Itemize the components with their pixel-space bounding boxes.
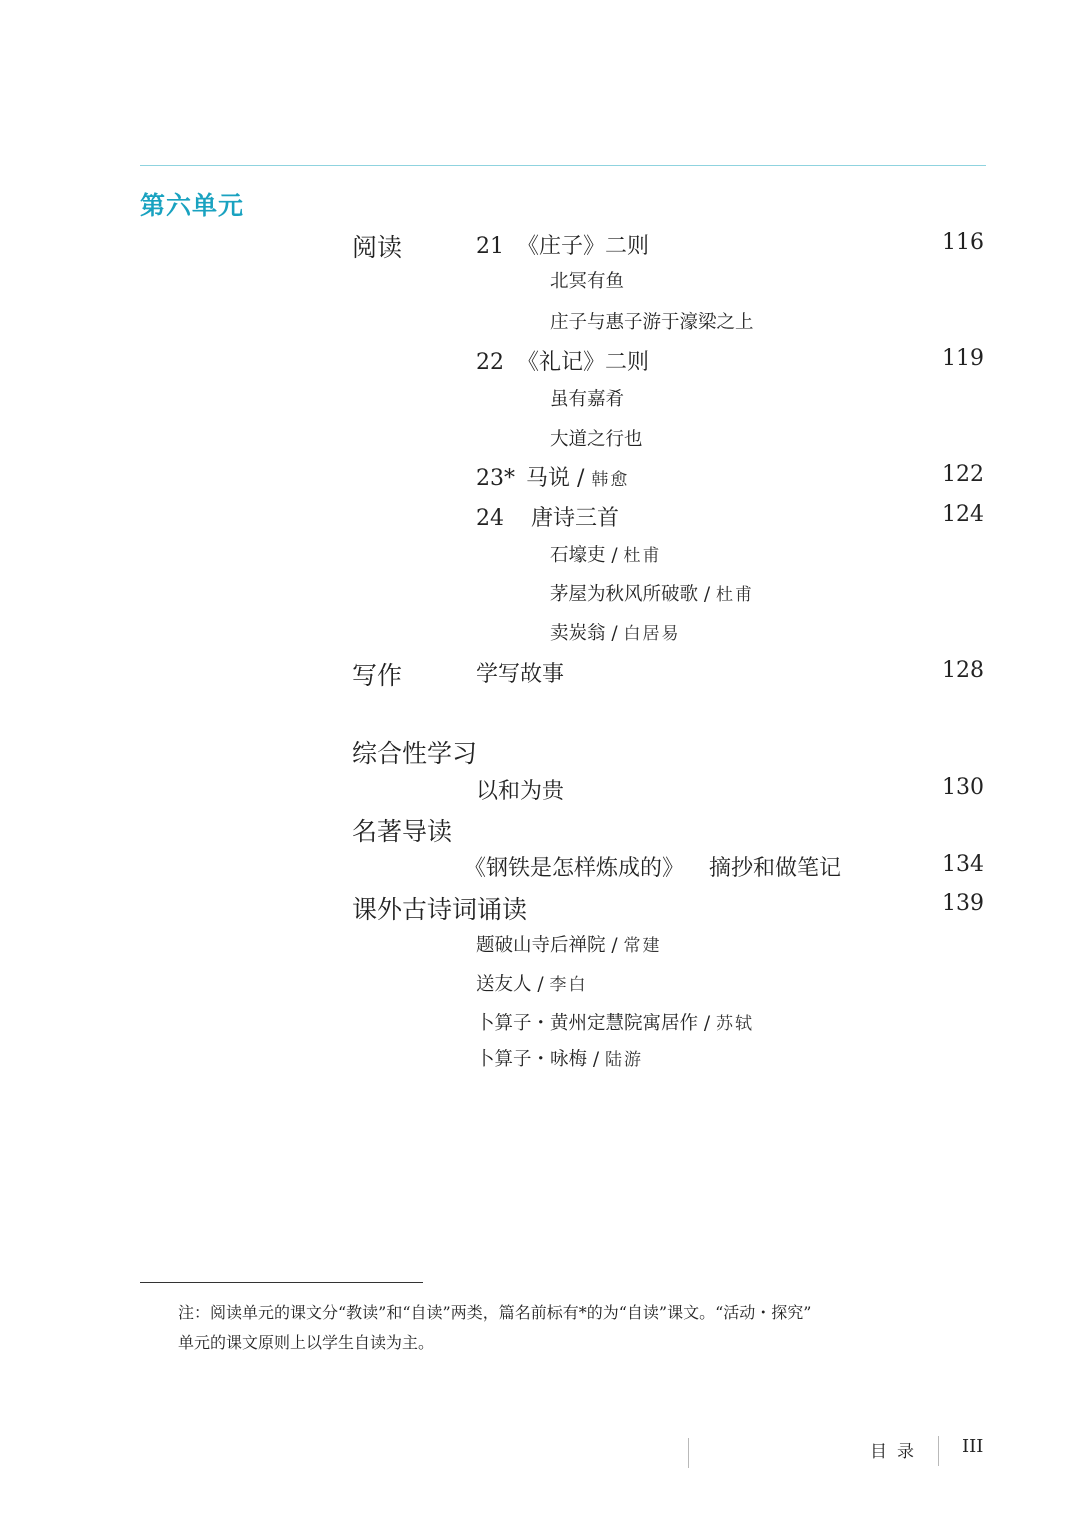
separator: / <box>605 623 624 644</box>
book-title: 《钢铁是怎样炼成的》 <box>464 856 685 881</box>
toc-sub-entry[interactable]: 庄子与惠子游于濠梁之上 <box>550 312 754 333</box>
author: 陆游 <box>605 1050 644 1070</box>
toc-sub-entry[interactable]: 大道之行也 <box>550 429 643 450</box>
page-number: 122 <box>942 462 984 487</box>
page-number: 119 <box>942 346 984 371</box>
section-label-writing: 写作 <box>352 661 403 690</box>
author: 韩愈 <box>591 470 630 490</box>
section-label-classics: 名著导读 <box>352 817 453 846</box>
toc-entry-lesson-22[interactable] <box>476 345 649 376</box>
footer-divider <box>938 1436 939 1466</box>
lesson-number: 23* <box>476 466 515 491</box>
footer-label: 目录 <box>870 1442 924 1462</box>
author: 杜甫 <box>716 585 755 605</box>
footer-divider <box>688 1438 689 1468</box>
poem-title: 茅屋为秋风所破歌 <box>550 584 699 605</box>
lesson-title: 《庄子》二则 <box>517 234 650 259</box>
separator: / <box>605 545 624 566</box>
lesson-number: 21 <box>476 234 504 259</box>
author: 苏轼 <box>716 1014 755 1034</box>
lesson-title: 唐诗三首 <box>531 506 620 531</box>
separator: / <box>698 1013 717 1034</box>
separator: / <box>698 584 717 605</box>
toc-sub-entry[interactable] <box>476 931 662 957</box>
footnote-rule <box>140 1282 423 1283</box>
separator: / <box>587 1049 606 1070</box>
toc-sub-entry[interactable] <box>550 619 681 645</box>
toc-entry-classics[interactable] <box>464 851 841 882</box>
section-label-reading: 阅读 <box>352 233 403 262</box>
separator: / <box>531 974 550 995</box>
poem-title: 卜算子・黄州定慧院寓居作 <box>476 1013 699 1034</box>
header-rule <box>140 165 986 166</box>
section-label-comprehensive: 综合性学习 <box>352 739 478 768</box>
page-number: 128 <box>942 658 984 683</box>
page-number: 134 <box>942 852 984 877</box>
poem-title: 题破山寺后禅院 <box>476 935 606 956</box>
toc-sub-entry[interactable] <box>550 580 754 606</box>
toc-entry-comprehensive[interactable]: 以和为贵 <box>476 779 565 804</box>
footnote-line-2: 单元的课文原则上以学生自读为主。 <box>178 1333 435 1352</box>
page-number: 116 <box>942 230 984 255</box>
section-label-ancient-poems: 课外古诗词诵读 <box>352 895 528 924</box>
page-numeral: III <box>962 1436 984 1457</box>
lesson-number: 22 <box>476 350 504 375</box>
toc-sub-entry[interactable] <box>476 970 588 996</box>
toc-sub-entry[interactable] <box>476 1045 643 1071</box>
toc-entry-lesson-23[interactable] <box>476 461 629 492</box>
page-number: 139 <box>942 891 984 916</box>
toc-entry-lesson-24[interactable] <box>476 501 619 532</box>
toc-sub-entry[interactable] <box>476 1009 754 1035</box>
toc-sub-entry[interactable]: 虽有嘉肴 <box>550 389 625 410</box>
poem-title: 卜算子・咏梅 <box>476 1049 588 1070</box>
footnote-line-1: 注：阅读单元的课文分“教读”和“自读”两类，篇名前标有*的为“自读”课文。“活动・探究” <box>178 1303 812 1322</box>
toc-sub-entry[interactable]: 北冥有鱼 <box>550 271 625 292</box>
lesson-title: 马说 <box>526 466 571 491</box>
toc-sub-entry[interactable] <box>550 541 662 567</box>
author: 常建 <box>623 936 662 956</box>
lesson-number: 24 <box>476 506 504 531</box>
toc-entry-writing[interactable]: 学写故事 <box>476 662 565 687</box>
author: 杜甫 <box>623 546 662 566</box>
page-number: 124 <box>942 502 984 527</box>
unit-title: 第六单元 <box>140 191 245 220</box>
poem-title: 石壕吏 <box>550 545 606 566</box>
separator: / <box>605 935 624 956</box>
page-number: 130 <box>942 775 984 800</box>
poem-title: 送友人 <box>476 974 532 995</box>
poem-title: 卖炭翁 <box>550 623 606 644</box>
author: 李白 <box>549 975 588 995</box>
separator: / <box>570 466 592 491</box>
toc-entry-lesson-21[interactable] <box>476 229 649 260</box>
lesson-title: 《礼记》二则 <box>517 350 650 375</box>
book-subtitle: 摘抄和做笔记 <box>709 856 842 881</box>
author: 白居易 <box>623 624 681 644</box>
